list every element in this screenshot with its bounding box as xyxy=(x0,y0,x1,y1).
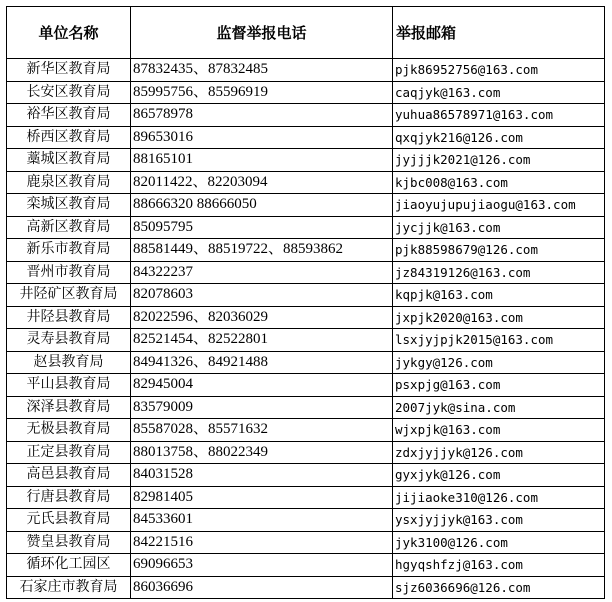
unit-name-cell: 灵寿县教育局 xyxy=(7,329,131,352)
table-row xyxy=(7,509,605,532)
phone-cell: 88165101 xyxy=(131,149,393,172)
unit-name-cell: 正定县教育局 xyxy=(7,441,131,464)
unit-name-cell: 石家庄市教育局 xyxy=(7,576,131,599)
phone-cell: 69096653 xyxy=(131,554,393,577)
header-phone: 监督举报电话 xyxy=(131,7,393,59)
phone-cell: 84031528 xyxy=(131,464,393,487)
table-row xyxy=(7,171,605,194)
unit-name-cell: 平山县教育局 xyxy=(7,374,131,397)
unit-name-cell: 无极县教育局 xyxy=(7,419,131,442)
email-cell: wjxpjk@163.com xyxy=(393,419,605,442)
table-body xyxy=(7,59,605,599)
table-row xyxy=(7,306,605,329)
email-cell: jyk3100@126.com xyxy=(393,531,605,554)
phone-cell: 84221516 xyxy=(131,531,393,554)
email-cell: jxpjk2020@163.com xyxy=(393,306,605,329)
table-row xyxy=(7,464,605,487)
phone-cell: 82011422、82203094 xyxy=(131,171,393,194)
email-cell: zdxjyjjyk@126.com xyxy=(393,441,605,464)
phone-cell: 84322237 xyxy=(131,261,393,284)
phone-cell: 85095795 xyxy=(131,216,393,239)
table-row xyxy=(7,261,605,284)
phone-cell: 82981405 xyxy=(131,486,393,509)
phone-cell: 85995756、85596919 xyxy=(131,81,393,104)
email-cell: jijiaoke310@126.com xyxy=(393,486,605,509)
email-cell: qxqjyk216@126.com xyxy=(393,126,605,149)
email-cell: 2007jyk@sina.com xyxy=(393,396,605,419)
table-row xyxy=(7,239,605,262)
report-contact-table xyxy=(6,6,605,599)
table-row xyxy=(7,554,605,577)
unit-name-cell: 元氏县教育局 xyxy=(7,509,131,532)
unit-name-cell: 行唐县教育局 xyxy=(7,486,131,509)
table-row xyxy=(7,419,605,442)
table-row xyxy=(7,194,605,217)
unit-name-cell: 晋州市教育局 xyxy=(7,261,131,284)
email-cell: jyjjjk2021@126.com xyxy=(393,149,605,172)
email-cell: hgyqshfzj@163.com xyxy=(393,554,605,577)
table-row xyxy=(7,216,605,239)
table-header-row xyxy=(7,7,605,59)
report-table-container xyxy=(6,6,605,599)
phone-cell: 82078603 xyxy=(131,284,393,307)
email-cell: jykgy@126.com xyxy=(393,351,605,374)
email-cell: jiaoyujupujiaogu@163.com xyxy=(393,194,605,217)
table-row xyxy=(7,396,605,419)
unit-name-cell: 长安区教育局 xyxy=(7,81,131,104)
unit-name-cell: 新华区教育局 xyxy=(7,59,131,82)
table-row xyxy=(7,59,605,82)
email-cell: sjz6036696@126.com xyxy=(393,576,605,599)
email-cell: yuhua86578971@163.com xyxy=(393,104,605,127)
unit-name-cell: 赵县教育局 xyxy=(7,351,131,374)
phone-cell: 86036696 xyxy=(131,576,393,599)
email-cell: jycjjk@163.com xyxy=(393,216,605,239)
unit-name-cell: 高邑县教育局 xyxy=(7,464,131,487)
unit-name-cell: 赞皇县教育局 xyxy=(7,531,131,554)
table-row xyxy=(7,284,605,307)
unit-name-cell: 栾城区教育局 xyxy=(7,194,131,217)
phone-cell: 82022596、82036029 xyxy=(131,306,393,329)
phone-cell: 86578978 xyxy=(131,104,393,127)
unit-name-cell: 新乐市教育局 xyxy=(7,239,131,262)
phone-cell: 84533601 xyxy=(131,509,393,532)
unit-name-cell: 高新区教育局 xyxy=(7,216,131,239)
table-row xyxy=(7,441,605,464)
email-cell: caqjyk@163.com xyxy=(393,81,605,104)
unit-name-cell: 井陉矿区教育局 xyxy=(7,284,131,307)
phone-cell: 89653016 xyxy=(131,126,393,149)
email-cell: pjk86952756@163.com xyxy=(393,59,605,82)
table-row xyxy=(7,149,605,172)
unit-name-cell: 桥西区教育局 xyxy=(7,126,131,149)
phone-cell: 88581449、88519722、88593862 xyxy=(131,239,393,262)
email-cell: kjbc008@163.com xyxy=(393,171,605,194)
table-row xyxy=(7,126,605,149)
header-unit-name: 单位名称 xyxy=(7,7,131,59)
phone-cell: 82945004 xyxy=(131,374,393,397)
phone-cell: 88013758、88022349 xyxy=(131,441,393,464)
table-row xyxy=(7,351,605,374)
phone-cell: 84941326、84921488 xyxy=(131,351,393,374)
email-cell: lsxjyjpjk2015@163.com xyxy=(393,329,605,352)
email-cell: jz84319126@163.com xyxy=(393,261,605,284)
table-row xyxy=(7,531,605,554)
unit-name-cell: 循环化工园区 xyxy=(7,554,131,577)
phone-cell: 83579009 xyxy=(131,396,393,419)
phone-cell: 88666320 88666050 xyxy=(131,194,393,217)
table-row xyxy=(7,374,605,397)
email-cell: gyxjyk@126.com xyxy=(393,464,605,487)
unit-name-cell: 井陉县教育局 xyxy=(7,306,131,329)
phone-cell: 85587028、85571632 xyxy=(131,419,393,442)
email-cell: kqpjk@163.com xyxy=(393,284,605,307)
table-row xyxy=(7,104,605,127)
table-row xyxy=(7,81,605,104)
email-cell: pjk88598679@126.com xyxy=(393,239,605,262)
header-email: 举报邮箱 xyxy=(393,7,605,59)
phone-cell: 82521454、82522801 xyxy=(131,329,393,352)
unit-name-cell: 深泽县教育局 xyxy=(7,396,131,419)
table-row xyxy=(7,486,605,509)
unit-name-cell: 藁城区教育局 xyxy=(7,149,131,172)
email-cell: ysxjyjjyk@163.com xyxy=(393,509,605,532)
email-cell: psxpjg@163.com xyxy=(393,374,605,397)
unit-name-cell: 裕华区教育局 xyxy=(7,104,131,127)
table-row xyxy=(7,329,605,352)
unit-name-cell: 鹿泉区教育局 xyxy=(7,171,131,194)
phone-cell: 87832435、87832485 xyxy=(131,59,393,82)
table-row xyxy=(7,576,605,599)
